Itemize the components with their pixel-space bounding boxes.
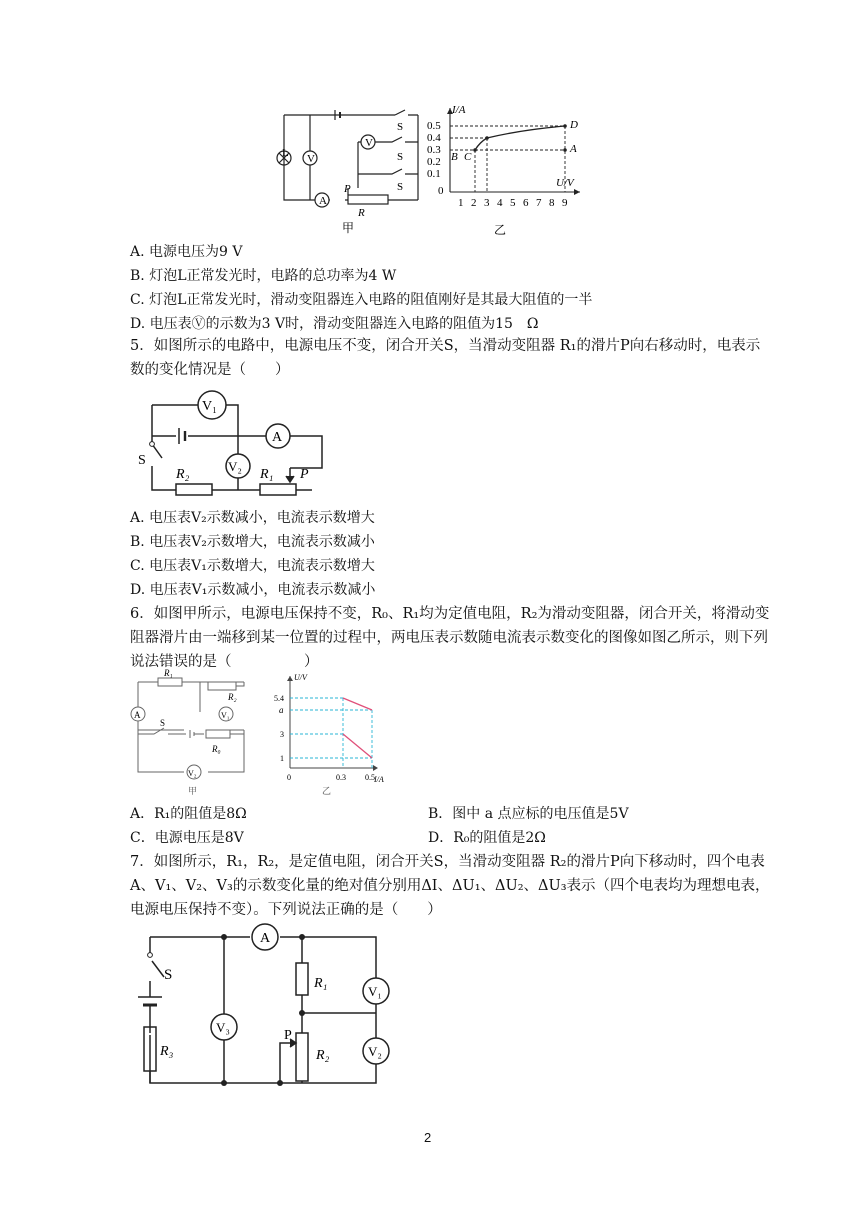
q4-graph-xlabel: U/V xyxy=(556,177,574,189)
q6-xtick: 0.5 xyxy=(365,773,375,782)
q5-label-V1: V₁ xyxy=(202,399,217,414)
q5-label-V2: V₂ xyxy=(228,459,242,474)
q5-label-R2: R₂ xyxy=(176,467,190,482)
q6-option-b: B．图中 a 点应标的电压值是5V xyxy=(428,806,629,822)
q4-ytick: 0.5 xyxy=(427,120,441,132)
q4-label-V2: V xyxy=(307,153,315,165)
q6-fig-label-yi: 乙 xyxy=(322,786,332,796)
q6-ytick: 1 xyxy=(280,754,284,763)
q4-point-C: C xyxy=(464,151,472,163)
q6-label-R1: R₁ xyxy=(164,668,173,678)
q5-option-c: C. 电压表V₁示数增大，电流表示数增大 xyxy=(130,558,375,574)
q4-point-B: B xyxy=(451,151,458,163)
q6-ytick: a xyxy=(279,705,284,715)
q6-label-A: A xyxy=(134,710,141,720)
q7-label-V1: V₁ xyxy=(368,984,382,999)
q4-point-D: D xyxy=(570,119,578,131)
q6-xtick: 0 xyxy=(287,773,291,782)
q5-label-A: A xyxy=(272,430,283,445)
q4-xtick: 6 xyxy=(523,197,529,209)
q4-ytick: 0.2 xyxy=(427,156,441,168)
q4-label-S2: S xyxy=(397,181,404,193)
q6-label-V1: V₁ xyxy=(221,711,230,720)
q4-label-P: P xyxy=(344,183,351,195)
q4-label-L: L xyxy=(282,147,289,159)
q5-option-d: D. 电压表V₁示数减小，电流表示数减小 xyxy=(130,582,376,598)
q4-fig-label-jia: 甲 xyxy=(342,221,355,235)
q4-ytick: 0.1 xyxy=(427,168,441,180)
q6-figure xyxy=(124,668,394,800)
q6-graph xyxy=(287,676,378,771)
q6-option-a: A．R₁的阻值是8Ω xyxy=(130,806,247,822)
page-number: 2 xyxy=(424,1130,432,1145)
q7-label-R1: R₁ xyxy=(314,976,328,991)
q4-ytick: 0 xyxy=(438,185,444,197)
q7-circuit xyxy=(130,915,390,1095)
q7-label-V3: V₃ xyxy=(216,1020,230,1035)
q7-label-P: P xyxy=(284,1028,292,1043)
q7-label-A: A xyxy=(260,931,271,946)
q4-xtick: 2 xyxy=(471,197,477,209)
q4-xtick: 3 xyxy=(484,197,490,209)
q4-option-d: D. 电压表Ⓥ的示数为3 V时，滑动变阻器连入电路的阻值为15 Ω xyxy=(130,316,539,332)
q6-graph-ylabel: U/V xyxy=(294,673,307,682)
q4-ytick: 0.4 xyxy=(427,132,441,144)
q6-label-S: S xyxy=(160,718,166,728)
q6-stem: 6．如图甲所示，电源电压保持不变，R₀、R₁均为定值电阻，R₂为滑动变阻器，闭合开关，将滑动变阻器滑片由一端移到某一位置的过程中，两电压表示数随电流表示数变化的图像如图乙所示，则下列说法错误的是（ ） xyxy=(130,606,770,670)
q4-xtick: 5 xyxy=(510,197,516,209)
q6-xtick: 0.3 xyxy=(336,773,346,782)
q6-fig-label-jia: 甲 xyxy=(188,786,198,796)
q6-ytick: 5.4 xyxy=(274,694,284,703)
q5-option-a: A. 电压表V₂示数减小，电流表示数增大 xyxy=(130,510,375,526)
q7-label-R2: R₂ xyxy=(316,1048,330,1063)
q4-label-S1: S xyxy=(397,151,404,163)
q6-option-c: C．电源电压是8V xyxy=(130,830,244,846)
q4-xtick: 1 xyxy=(458,197,464,209)
q6-option-d: D．R₀的阻值是2Ω xyxy=(428,830,546,846)
q6-label-R0: R₀ xyxy=(212,744,221,754)
q5-label-R1: R₁ xyxy=(260,467,274,482)
q4-fig-label-yi: 乙 xyxy=(494,223,507,237)
q7-label-S: S xyxy=(164,967,173,983)
q5-label-S: S xyxy=(138,453,146,468)
q4-figure xyxy=(270,100,590,240)
q4-xtick: 8 xyxy=(549,197,555,209)
q5-stem: 5．如图所示的电路中，电源电压不变，闭合开关S，当滑动变阻器 R₁的滑片P向右移动时，电表示数的变化情况是（ ） xyxy=(130,338,761,378)
q7-label-R3: R₃ xyxy=(160,1044,174,1059)
q4-xtick: 9 xyxy=(562,197,568,209)
q4-ytick: 0.3 xyxy=(427,144,441,156)
q4-point-A: A xyxy=(570,143,577,155)
q4-option-a: A. 电源电压为9 V xyxy=(130,244,243,260)
q6-label-R2: R₂ xyxy=(228,692,237,702)
q4-label-V1: V xyxy=(365,137,373,149)
q6-label-V2: V₂ xyxy=(188,769,197,778)
q4-xtick: 4 xyxy=(497,197,503,209)
q4-label-A: A xyxy=(319,195,327,207)
q6-ytick: 3 xyxy=(280,730,284,739)
q4-graph-ylabel: I/A xyxy=(452,104,466,116)
q4-label-S: S xyxy=(397,121,404,133)
q5-option-b: B. 电压表V₂示数增大，电流表示数减小 xyxy=(130,534,375,550)
q4-label-R0: R xyxy=(358,207,365,219)
q5-circuit xyxy=(140,388,340,500)
q4-option-b: B. 灯泡L正常发光时，电路的总功率为4 W xyxy=(130,268,397,284)
q4-option-c: C. 灯泡L正常发光时，滑动变阻器连入电路的阻值刚好是其最大阻值的一半 xyxy=(130,292,593,308)
q4-xtick: 7 xyxy=(536,197,542,209)
q6-graph-xlabel: I/A xyxy=(374,775,384,784)
q7-stem: 7．如图所示，R₁，R₂，是定值电阻，闭合开关S，当滑动变阻器 R₂的滑片P向下移动时，四个电表A、V₁、V₂、V₃的示数变化量的绝对值分别用ΔI、ΔU₁、ΔU₂、ΔU₃表示（四个电表均为理想电表，电源电压保持不变）。下列说法正确的是（ ） xyxy=(130,854,770,918)
q5-label-P: P xyxy=(300,467,309,482)
q7-label-V2: V₂ xyxy=(368,1044,382,1059)
